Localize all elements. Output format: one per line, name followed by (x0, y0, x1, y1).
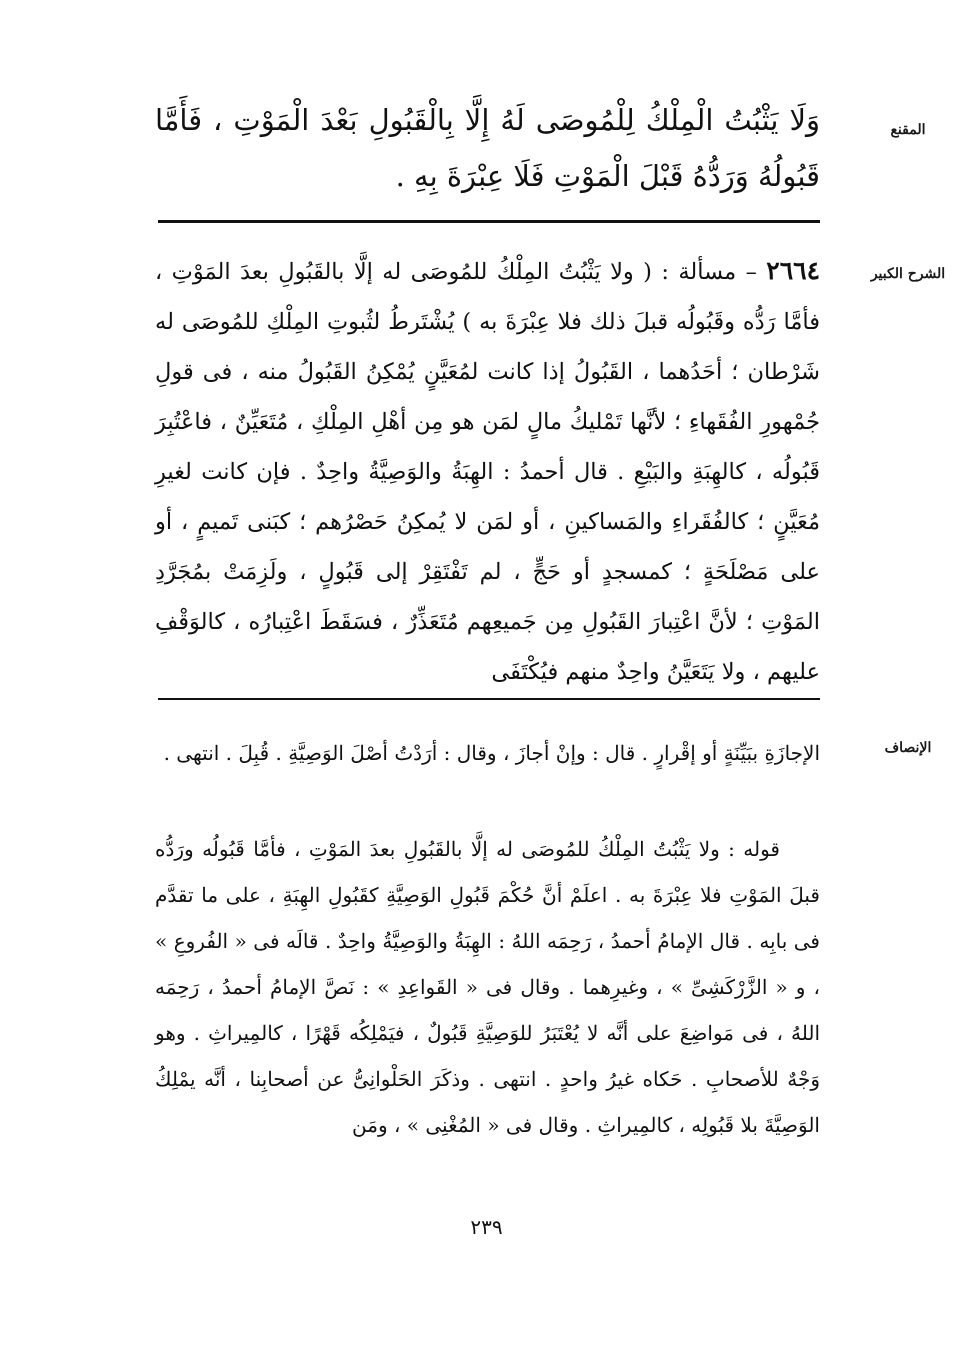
issue-number: ٢٦٦٤ (766, 256, 820, 285)
sharh-divider (158, 698, 820, 700)
sharh-label: الشرح الكبير (870, 266, 946, 282)
insaf-label: الإنصاف (884, 740, 932, 756)
insaf-section (0, 730, 973, 1150)
muqni-divider (158, 220, 820, 223)
sharh-section (0, 246, 973, 686)
page-number: ٢٣٩ (470, 1215, 503, 1239)
muqni-text: وَلَا يَثْبُتُ الْمِلْكُ لِلْمُوصَى لَهُ إِلَّا بِالْقَبُولِ بَعْدَ الْمَوْتِ ، فَأَمَّا قَبُولُهُ وَرَدُّهُ قَبْلَ الْمَوْتِ فَلَا عِبْرَةَ بِهِ . (155, 103, 820, 193)
muqni-label: المقنع (890, 122, 926, 138)
insaf-second-paragraph: قوله : ولا يَثْبُتُ المِلْكُ للمُوصَى له إلَّا بالقَبُولِ بعدَ المَوْتِ ، فأمَّا قَبُولُه ورَدُّه قبلَ المَوْتِ فلا عِبْرَةَ به . اعلَمْ أنَّ حُكْمَ قَبُولِ الوَصِيَّةِ كقَبُولِ الهِبَةِ ، على ما تقدَّم فى بابِه . قال الإمامُ أحمدُ ، رَحِمَه اللهُ : الهِبَةُ والوَصِيَّةُ واحِدٌ . قالَه فى « الفُروعِ » ، و « الزَّرْكَشِىِّ » ، وغيرِهما . وقال فى « القَواعِدِ » : نَصَّ الإمامُ أحمدُ ، رَحِمَه اللهُ ، فى مَواضِعَ على أنَّه لا يُعْتَبَرُ للوَصِيَّةِ قَبُولٌ ، فيَمْلِكُه قَهْرًا ، كالمِيراثِ . وهو وَجْهٌ للأصحابِ . حَكاه غيرُ واحدٍ . انتهى . وذكَرَ الحَلْوانِىُّ عن أصحابِنا ، أنَّه يمْلِكُ الوَصِيَّةَ بلا قَبُولِه ، كالمِيراثِ . وقال فى « المُغْنِى » ، ومَن (155, 837, 820, 1137)
sharh-body: – مسألة : ( ولا يَثْبُتُ المِلْكُ للمُوصَى له إلَّا بالقَبُولِ بعدَ المَوْتِ ، فأمَّا رَدُّه وقَبُولُه قبلَ ذلك فلا عِبْرَةَ به ) يُشْتَرطُ لثُبوتِ المِلْكِ للمُوصَى له شَرْطان ؛ أحَدُهما ، القَبُولُ إذا كانت لمُعَيَّنٍ يُمْكِنُ القَبُولُ منه ، فى قولِ جُمْهورِ الفُقَهاءِ ؛ لأنَّها تَمْليكُ مالٍ لمَن هو مِن أهْلِ المِلْكِ ، مُتَعَيِّنٌ ، فاعْتُبِرَ قَبُولُه ، كالهِبَةِ والبَيْعِ . قال أحمدُ : الهِبَةُ والوَصِيَّةُ واحِدٌ . فإن كانت لغيرِ مُعَيَّنٍ ؛ كالفُقَراءِ والمَساكينِ ، أو لمَن لا يُمكِنُ حَصْرُهم ؛ كبَنى تَميمٍ ، أو على مَصْلَحَةٍ ؛ كمسجدٍ أو حَجٍّ ، لم تَفْتَقِرْ إلى قَبُولٍ ، ولَزِمَتْ بمُجَرَّدِ المَوْتِ ؛ لأنَّ اعْتِبارَ القَبُولِ مِن جَميعِهم مُتَعَذِّرٌ ، فسَقَطَ اعْتِبارُه ، كالوَقْفِ عليهم ، ولا يَتَعَيَّنُ واحِدٌ منهم فيُكْتَفَى (155, 259, 820, 685)
muqni-section (0, 92, 973, 212)
sharh-text (155, 246, 820, 697)
insaf-first-paragraph: الإجازَةِ ببَيِّنَةٍ أو إقْرارٍ . قال : وإنْ أجازَ ، وقال : أرَدْتُ أصْلَ الوَصِيَّةِ . قُبِلَ . انتهى . (163, 741, 820, 765)
